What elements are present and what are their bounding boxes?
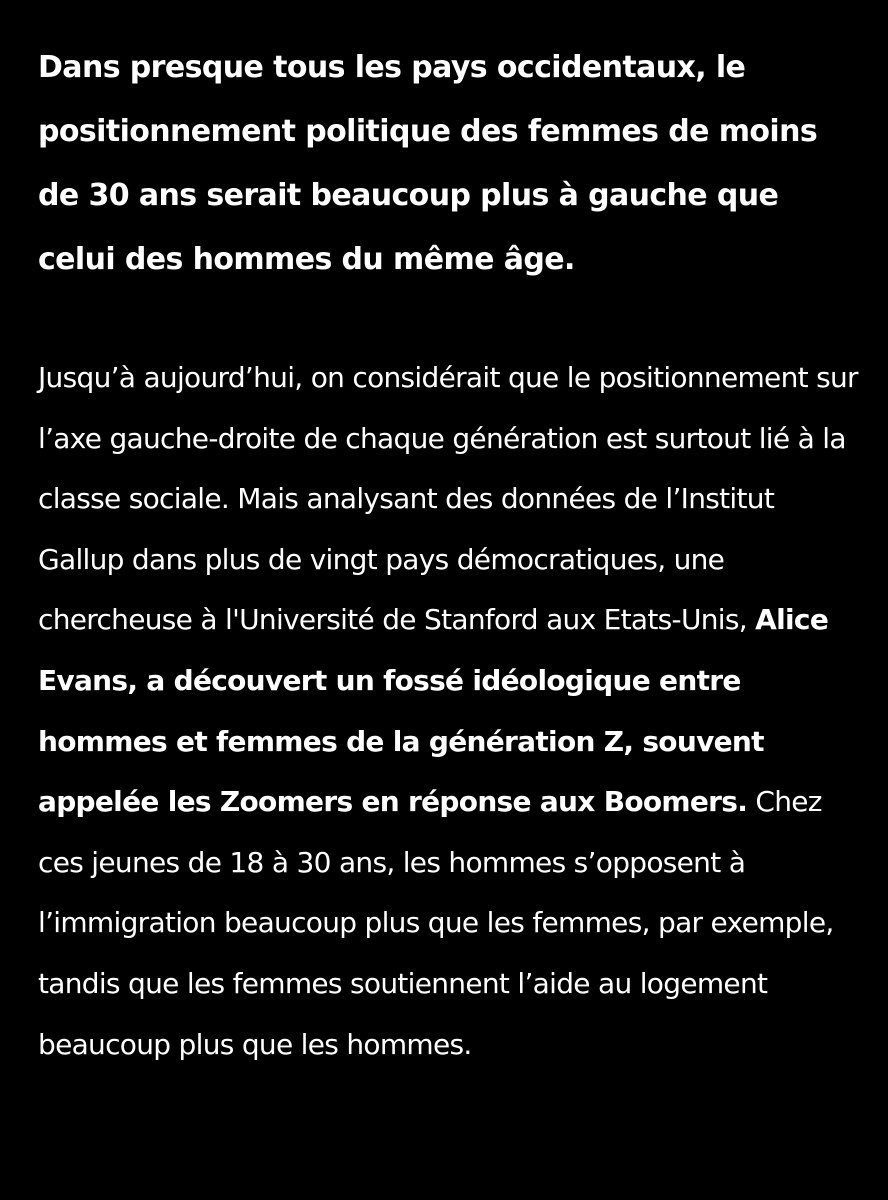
paragraph-intro: Jusqu’à aujourd’hui, on considérait que le positionnement sur l’axe gauche-droite de chaque génération est surtout lié à la classe sociale. Mais analysant des données de l’Institut Gallup dans plus de vingt pays démocratiques, une chercheuse à l'Université de Stanford aux Etats-Unis, (38, 361, 858, 637)
article-paragraph (38, 348, 858, 1075)
paragraph-highlight: Alice Evans, a découvert un fossé idéologique entre hommes et femmes de la génération Z, souvent appelée les Zoomers en réponse aux Boomers. (38, 603, 829, 819)
paragraph-outro: Chez ces jeunes de 18 à 30 ans, les hommes s’opposent à l’immigration beaucoup plus que les femmes, par exemple, tandis que les femmes soutiennent l’aide au logement beaucoup plus que les hommes. (38, 785, 834, 1061)
article-headline: Dans presque tous les pays occidentaux, le positionnement politique des femmes de moins de 30 ans serait beaucoup plus à gauche que celui des hommes du même âge. (38, 50, 818, 277)
article (38, 36, 858, 1075)
